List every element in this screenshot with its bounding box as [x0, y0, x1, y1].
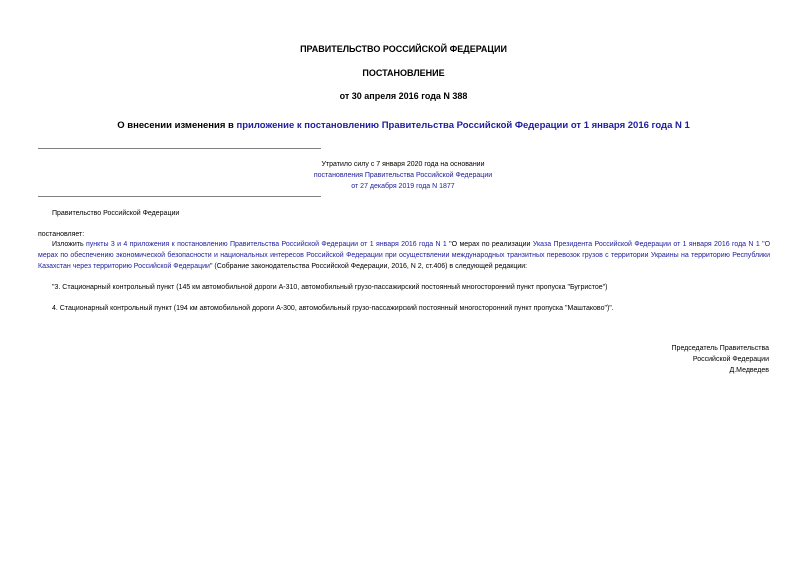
presidential-decree-link[interactable]: Указа Президента Российской Федерации от 1 января 2016 года N 1 "О мерах по обеспечению экономической безопасности и национальных интересов Российской Федерации при осуществлении международных транзитных перевозок грузов с территории Украины на территорию Республики Казахстан через территорию Российской Федерации	[38, 241, 771, 270]
annex-items-link[interactable]: пункты 3 и 4 приложения к постановлению Правительства Российской Федерации от 1 января 2016 года N 1	[85, 241, 447, 248]
divider-top	[38, 148, 321, 149]
decides-line: постановляет:	[38, 231, 85, 238]
government-line: Правительство Российской Федерации	[52, 210, 180, 217]
divider-bottom	[38, 196, 321, 197]
status-note-date-link[interactable]: от 27 декабря 2019 года N 1877	[351, 183, 455, 190]
paragraph-text-b: "О мерах по реализации	[446, 241, 533, 248]
status-note	[260, 159, 546, 192]
date-number-heading: от 30 апреля 2016 года N 388	[339, 91, 468, 101]
paragraph-text-c: " (Собрание законодательства Российской Федерации, 2016, N 2, ст.406) в следующей редакции:	[209, 263, 528, 270]
status-note-decree-link[interactable]: постановления Правительства Российской Федерации	[313, 172, 493, 179]
item-4: 4. Стационарный контрольный пункт (194 км автомобильной дороги А-300, автомобильный грузо-пассажирский постоянный многосторонний пункт пропуска "Маштаково")".	[52, 305, 614, 312]
title-annex-link[interactable]: приложение к постановлению Правительства Российской Федерации от 1 января 2016 года N 1	[236, 120, 690, 131]
item-3: "3. Стационарный контрольный пункт (145 км автомобильной дороги А-310, автомобильный грузо-пассажирский постоянный многосторонний пункт пропуска "Бугристое")	[52, 284, 608, 291]
signature-block	[672, 343, 769, 376]
issuer-heading: ПРАВИТЕЛЬСТВО РОССИЙСКОЙ ФЕДЕРАЦИИ	[300, 44, 507, 54]
document-type-heading: ПОСТАНОВЛЕНИЕ	[362, 68, 445, 78]
status-note-text: Утратило силу с 7 января 2020 года на основании	[321, 161, 485, 168]
signature-title-line1: Председатель Правительства	[671, 345, 769, 352]
title-prefix: О внесении изменения в	[117, 120, 237, 131]
paragraph-text-a: Изложить	[52, 241, 86, 248]
signature-name: Д.Медведев	[729, 367, 769, 374]
signature-title-line2: Российской Федерации	[692, 356, 769, 363]
document-title	[0, 120, 807, 131]
main-paragraph	[38, 239, 770, 272]
